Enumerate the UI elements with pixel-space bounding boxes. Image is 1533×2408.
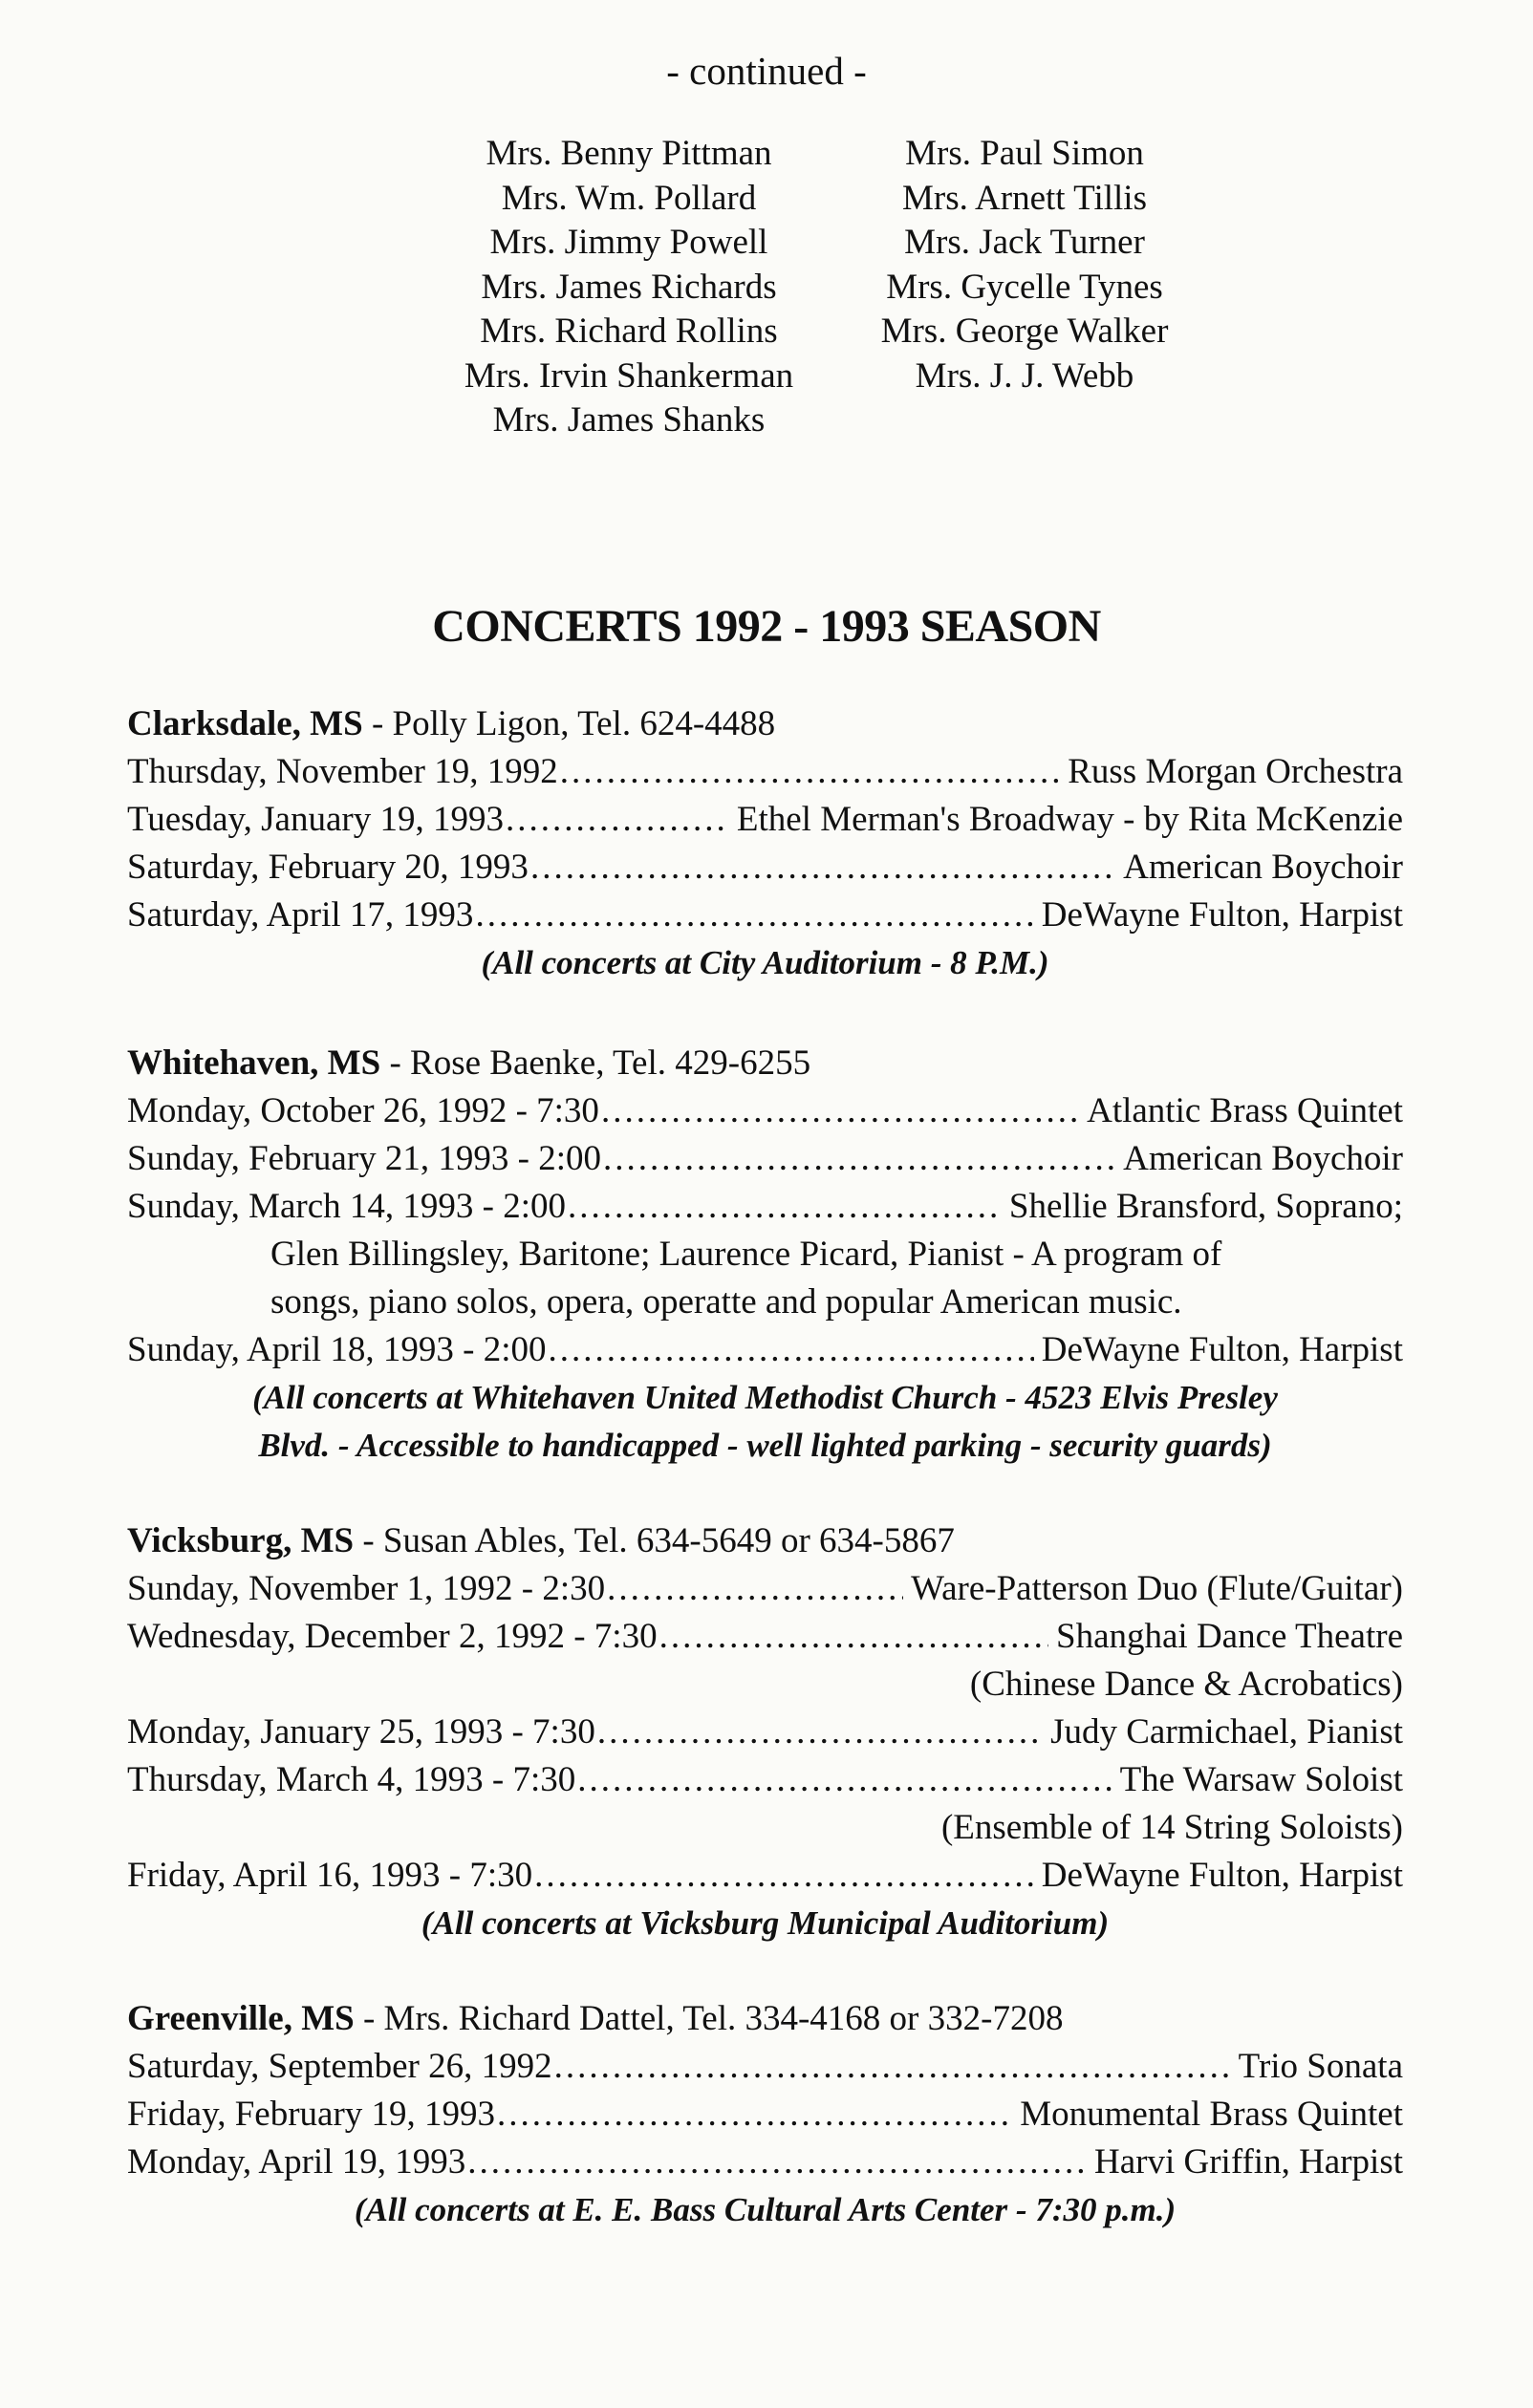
venue-note: (All concerts at Whitehaven United Methodist Church - 4523 Elvis Presley — [252, 1379, 1278, 1416]
concert-date: Sunday, November 1, 1992 - 2:30 — [127, 1569, 606, 1608]
patron-name: Mrs. J. J. Webb — [915, 355, 1134, 396]
patron-name: Mrs. Benny Pittman — [486, 134, 772, 173]
leader-dots — [568, 1183, 1002, 1231]
continued-label: - continued - — [666, 49, 867, 93]
concert-date: Tuesday, January 19, 1993 — [127, 800, 504, 839]
concert-row — [127, 1135, 1403, 1183]
patron-name: Mrs. Wm. Pollard — [501, 178, 757, 218]
leader-dots — [607, 1565, 903, 1613]
leader-dots — [475, 892, 1033, 939]
city-header — [127, 700, 1403, 748]
concert-performer: American Boychoir — [1123, 1139, 1403, 1178]
concert-performer: Russ Morgan Orchestra — [1068, 752, 1403, 791]
concert-row — [127, 1756, 1403, 1804]
concert-performer: Shanghai Dance Theatre — [1056, 1617, 1403, 1656]
concert-performer: Monumental Brass Quintet — [1020, 2095, 1403, 2134]
concert-row — [127, 1087, 1403, 1135]
leader-dots — [597, 1709, 1043, 1756]
concert-performer: Harvi Griffin, Harpist — [1094, 2142, 1403, 2182]
leader-dots — [534, 1852, 1034, 1900]
concert-date: Friday, February 19, 1993 — [127, 2095, 496, 2134]
concert-performer: Judy Carmichael, Pianist — [1050, 1712, 1403, 1752]
city-header — [127, 1517, 1403, 1565]
performer-continuation: (Chinese Dance & Acrobatics) — [969, 1665, 1403, 1704]
patron-name: Mrs. Paul Simon — [905, 134, 1144, 173]
city-contact: - Rose Baenke, Tel. 429-6255 — [380, 1043, 811, 1083]
leader-dots — [506, 796, 729, 844]
concert-performer: Atlantic Brass Quintet — [1087, 1091, 1403, 1130]
concert-date: Monday, October 26, 1992 - 7:30 — [127, 1091, 599, 1130]
concert-performer: DeWayne Fulton, Harpist — [1041, 1330, 1403, 1369]
leader-dots — [601, 1087, 1079, 1135]
concert-row — [127, 748, 1403, 796]
venue-note: (All concerts at E. E. Bass Cultural Arts Center - 7:30 p.m.) — [354, 2191, 1177, 2228]
city-contact: - Polly Ligon, Tel. 624-4488 — [362, 704, 776, 743]
concert-date: Thursday, November 19, 1992 — [127, 752, 558, 791]
patron-name: Mrs. George Walker — [880, 312, 1169, 351]
city-name: Vicksburg, MS — [127, 1521, 355, 1560]
city-section-vicksburg — [127, 1517, 1403, 1947]
venue-note: (All concerts at City Auditorium - 8 P.M.) — [481, 944, 1049, 981]
concert-row — [127, 796, 1403, 844]
city-section-whitehaven — [127, 1040, 1403, 1470]
concert-date: Thursday, March 4, 1993 - 7:30 — [127, 1760, 576, 1799]
concert-performer: DeWayne Fulton, Harpist — [1041, 1856, 1403, 1895]
city-name: Whitehaven, MS — [127, 1043, 381, 1083]
patron-name: Mrs. Arnett Tillis — [901, 178, 1147, 218]
patron-name: Mrs. Gycelle Tynes — [886, 267, 1163, 307]
concert-row — [127, 844, 1403, 892]
venue-note: Blvd. - Accessible to handicapped - well lighted parking - security guards) — [258, 1427, 1272, 1464]
concert-performer: American Boychoir — [1123, 848, 1403, 887]
concert-date: Monday, April 19, 1993 — [127, 2142, 466, 2182]
patron-name: Mrs. Jimmy Powell — [489, 223, 768, 262]
patron-name: Mrs. James Shanks — [492, 400, 766, 440]
city-section-greenville — [127, 1995, 1403, 2234]
performer-continuation: (Ensemble of 14 String Soloists) — [940, 1808, 1403, 1847]
city-header — [127, 1040, 1403, 1087]
concert-row — [127, 2091, 1403, 2139]
leader-dots — [549, 1326, 1034, 1374]
concert-date: Wednesday, December 2, 1992 - 7:30 — [127, 1617, 658, 1656]
city-name: Clarksdale, MS — [127, 704, 363, 743]
concert-row — [127, 1183, 1403, 1231]
concert-date: Saturday, September 26, 1992 — [127, 2047, 552, 2086]
concert-row — [127, 1565, 1403, 1613]
patron-name: Mrs. Irvin Shankerman — [464, 355, 794, 396]
concert-date: Friday, April 16, 1993 - 7:30 — [127, 1856, 533, 1895]
concert-row — [127, 2043, 1403, 2091]
patrons-right-column — [738, 132, 1311, 398]
concert-row — [127, 1613, 1403, 1661]
concert-date: Sunday, March 14, 1993 - 2:00 — [127, 1187, 567, 1226]
city-section-clarksdale — [127, 700, 1403, 987]
concert-date: Sunday, April 18, 1993 - 2:00 — [127, 1330, 547, 1369]
patron-name: Mrs. Richard Rollins — [480, 312, 778, 351]
concert-date: Monday, January 25, 1993 - 7:30 — [127, 1712, 595, 1752]
concert-row — [127, 1852, 1403, 1900]
concert-row — [127, 1709, 1403, 1756]
leader-dots — [577, 1756, 1112, 1804]
leader-dots — [530, 844, 1115, 892]
leader-dots — [603, 1135, 1115, 1183]
concert-description: songs, piano solos, opera, operatte and popular American music. — [270, 1282, 1182, 1322]
concert-performer: Shellie Bransford, Soprano; — [1008, 1187, 1403, 1226]
city-name: Greenville, MS — [127, 1999, 355, 2038]
concert-performer: DeWayne Fulton, Harpist — [1041, 895, 1403, 935]
season-title: CONCERTS 1992 - 1993 SEASON — [432, 601, 1101, 652]
patron-name: Mrs. James Richards — [481, 267, 777, 307]
leader-dots — [560, 748, 1060, 796]
leader-dots — [467, 2139, 1087, 2186]
leader-dots — [497, 2091, 1012, 2139]
city-header — [127, 1995, 1403, 2043]
city-contact: - Susan Ables, Tel. 634-5649 or 634-5867 — [354, 1521, 955, 1560]
concert-date: Saturday, April 17, 1993 — [127, 895, 474, 935]
leader-dots — [659, 1613, 1048, 1661]
concert-performer: Trio Sonata — [1238, 2047, 1403, 2086]
concert-date: Sunday, February 21, 1993 - 2:00 — [127, 1139, 602, 1178]
concert-row — [127, 1326, 1403, 1374]
concert-row — [127, 2139, 1403, 2186]
concert-row — [127, 892, 1403, 939]
city-contact: - Mrs. Richard Dattel, Tel. 334-4168 or 332-7208 — [354, 1999, 1064, 2038]
concert-date: Saturday, February 20, 1993 — [127, 848, 529, 887]
concert-description: Glen Billingsley, Baritone; Laurence Picard, Pianist - A program of — [270, 1235, 1222, 1274]
concert-performer: The Warsaw Soloist — [1119, 1760, 1403, 1799]
concert-performer: Ethel Merman's Broadway - by Rita McKenzie — [736, 800, 1403, 839]
concert-performer: Ware-Patterson Duo (Flute/Guitar) — [911, 1569, 1403, 1608]
leader-dots — [554, 2043, 1231, 2091]
patron-name: Mrs. Jack Turner — [904, 223, 1145, 262]
venue-note: (All concerts at Vicksburg Municipal Auditorium) — [421, 1904, 1110, 1942]
